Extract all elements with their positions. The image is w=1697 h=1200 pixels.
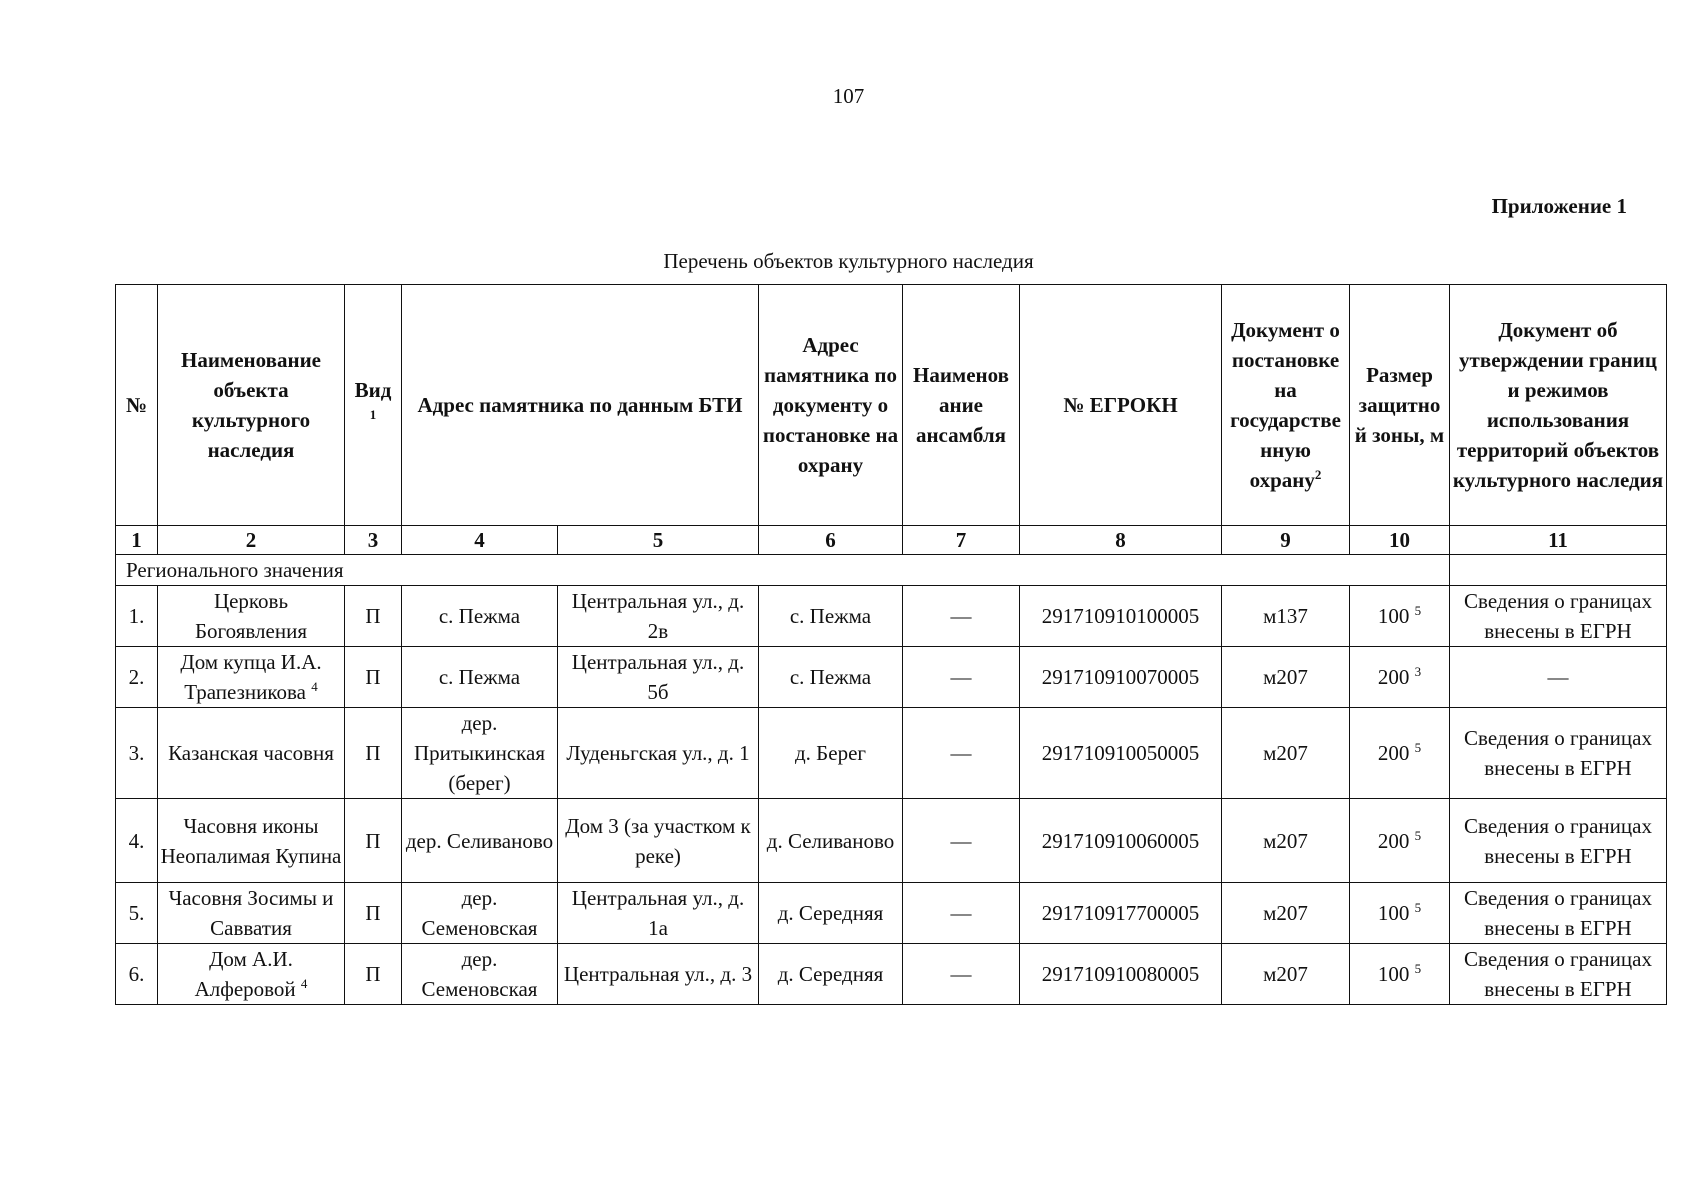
bti-settlement: дер. Притыкинская (берег) — [402, 708, 558, 799]
ensemble-name: — — [903, 708, 1020, 799]
row-number: 5. — [116, 883, 158, 944]
egrokn-number: 291710910080005 — [1020, 944, 1222, 1005]
header-boundaries-doc: Документ об утверждении границ и режимов использования территорий объектов культурного наследия — [1450, 285, 1667, 526]
section-row — [116, 555, 1667, 586]
column-number: 10 — [1350, 526, 1450, 555]
object-type: П — [345, 586, 402, 647]
protection-doc: м137 — [1222, 586, 1350, 647]
zone-footnote: 5 — [1414, 961, 1422, 976]
zone-size: 200 $^5$ — [1350, 708, 1450, 799]
protection-doc: м207 — [1222, 647, 1350, 708]
boundaries-doc: Сведения о границах внесены в ЕГРН — [1450, 944, 1667, 1005]
zone-footnote: 5 — [1414, 740, 1422, 755]
zone-size: 100 $^5$ — [1350, 883, 1450, 944]
row-number: 1. — [116, 586, 158, 647]
egrokn-number: 291710917700005 — [1020, 883, 1222, 944]
ensemble-name: — — [903, 586, 1020, 647]
zone-footnote: 5 — [1414, 603, 1422, 618]
row-number: 6. — [116, 944, 158, 1005]
column-number: 5 — [558, 526, 759, 555]
header-doc-address: Адрес памятника по документу о постановке на охрану — [759, 285, 903, 526]
appendix-label: Приложение 1 — [1491, 194, 1627, 218]
bti-settlement: дер. Семеновская — [402, 883, 558, 944]
doc-address: с. Пежма — [759, 586, 903, 647]
object-type: П — [345, 944, 402, 1005]
header-egrokn: № ЕГРОКН — [1020, 285, 1222, 526]
column-number: 3 — [345, 526, 402, 555]
bti-street: Дом 3 (за участком к реке) — [558, 799, 759, 883]
column-number: 11 — [1450, 526, 1667, 555]
object-name: Казанская часовня — [158, 708, 345, 799]
header-zone-size: Размер защитно й зоны, м — [1350, 285, 1450, 526]
bti-street: Луденьгская ул., д. 1 — [558, 708, 759, 799]
header-type: Вид $^1$ — [345, 285, 402, 526]
bti-street: Центральная ул., д. 2в — [558, 586, 759, 647]
doc-address: д. Селиваново — [759, 799, 903, 883]
egrokn-number: 291710910050005 — [1020, 708, 1222, 799]
bti-settlement: дер. Семеновская — [402, 944, 558, 1005]
header-row — [116, 285, 1667, 526]
object-name: Дом купца И.А. Трапезникова $^4$ — [158, 647, 345, 708]
boundaries-doc: — — [1450, 647, 1667, 708]
doc-address: д. Середняя — [759, 944, 903, 1005]
object-name: Дом А.И. Алферовой $^4$ — [158, 944, 345, 1005]
bti-settlement: с. Пежма — [402, 647, 558, 708]
object-type: П — [345, 647, 402, 708]
zone-footnote: 3 — [1414, 664, 1422, 679]
boundaries-doc: Сведения о границах внесены в ЕГРН — [1450, 586, 1667, 647]
doc-address: д. Берег — [759, 708, 903, 799]
column-number: 2 — [158, 526, 345, 555]
header-ensemble: Наименов ание ансамбля — [903, 285, 1020, 526]
row-number: 2. — [116, 647, 158, 708]
table-row — [116, 799, 1667, 883]
zone-size: 100 $^5$ — [1350, 944, 1450, 1005]
ensemble-name: — — [903, 944, 1020, 1005]
row-number: 4. — [116, 799, 158, 883]
ensemble-name: — — [903, 799, 1020, 883]
ensemble-name: — — [903, 647, 1020, 708]
name-footnote: 4 — [300, 976, 308, 991]
bti-street: Центральная ул., д. 5б — [558, 647, 759, 708]
section-empty-cell — [1450, 555, 1667, 586]
table-row — [116, 708, 1667, 799]
column-number: 9 — [1222, 526, 1350, 555]
protection-doc: м207 — [1222, 708, 1350, 799]
name-footnote: 4 — [311, 679, 318, 694]
table-row — [116, 586, 1667, 647]
column-number: 4 — [402, 526, 558, 555]
row-number: 3. — [116, 708, 158, 799]
heritage-objects-table — [115, 284, 1667, 1005]
table-row — [116, 944, 1667, 1005]
header-protection-doc: Документ о постановке на государстве нную охрану$^2$ — [1222, 285, 1350, 526]
object-name: Часовня Зосимы и Савватия — [158, 883, 345, 944]
zone-size: 100 $^5$ — [1350, 586, 1450, 647]
boundaries-doc: Сведения о границах внесены в ЕГРН — [1450, 799, 1667, 883]
header-name: Наименование объекта культурного наследия — [158, 285, 345, 526]
column-number: 7 — [903, 526, 1020, 555]
ensemble-name: — — [903, 883, 1020, 944]
egrokn-number: 291710910060005 — [1020, 799, 1222, 883]
egrokn-number: 291710910070005 — [1020, 647, 1222, 708]
doc-address: с. Пежма — [759, 647, 903, 708]
header-type-footnote: 1 — [369, 407, 377, 422]
protection-doc: м207 — [1222, 883, 1350, 944]
doc-address: д. Середняя — [759, 883, 903, 944]
boundaries-doc: Сведения о границах внесены в ЕГРН — [1450, 883, 1667, 944]
object-type: П — [345, 883, 402, 944]
protection-doc: м207 — [1222, 944, 1350, 1005]
table-title: Перечень объектов культурного наследия — [663, 249, 1034, 273]
header-bti-address: Адрес памятника по данным БТИ — [402, 285, 759, 526]
column-number-row — [116, 526, 1667, 555]
zone-footnote: 5 — [1414, 900, 1422, 915]
table-row — [116, 647, 1667, 708]
section-label: Регионального значения — [116, 555, 1450, 586]
protection-doc: м207 — [1222, 799, 1350, 883]
header-protection-doc-footnote: 2 — [1314, 467, 1322, 482]
bti-street: Центральная ул., д. 3 — [558, 944, 759, 1005]
object-name: Часовня иконы Неопалимая Купина — [158, 799, 345, 883]
object-type: П — [345, 799, 402, 883]
zone-size: 200 $^5$ — [1350, 799, 1450, 883]
column-number: 8 — [1020, 526, 1222, 555]
object-type: П — [345, 708, 402, 799]
column-number: 6 — [759, 526, 903, 555]
column-number: 1 — [116, 526, 158, 555]
page-number: 107 — [832, 84, 865, 108]
zone-footnote: 5 — [1414, 827, 1422, 843]
egrokn-number: 291710910100005 — [1020, 586, 1222, 647]
object-name: Церковь Богоявления — [158, 586, 345, 647]
bti-street: Центральная ул., д. 1а — [558, 883, 759, 944]
bti-settlement: дер. Селиваново — [402, 799, 558, 883]
table-row — [116, 883, 1667, 944]
zone-size: 200 $^3$ — [1350, 647, 1450, 708]
bti-settlement: с. Пежма — [402, 586, 558, 647]
boundaries-doc: Сведения о границах внесены в ЕГРН — [1450, 708, 1667, 799]
header-no: № — [116, 285, 158, 526]
